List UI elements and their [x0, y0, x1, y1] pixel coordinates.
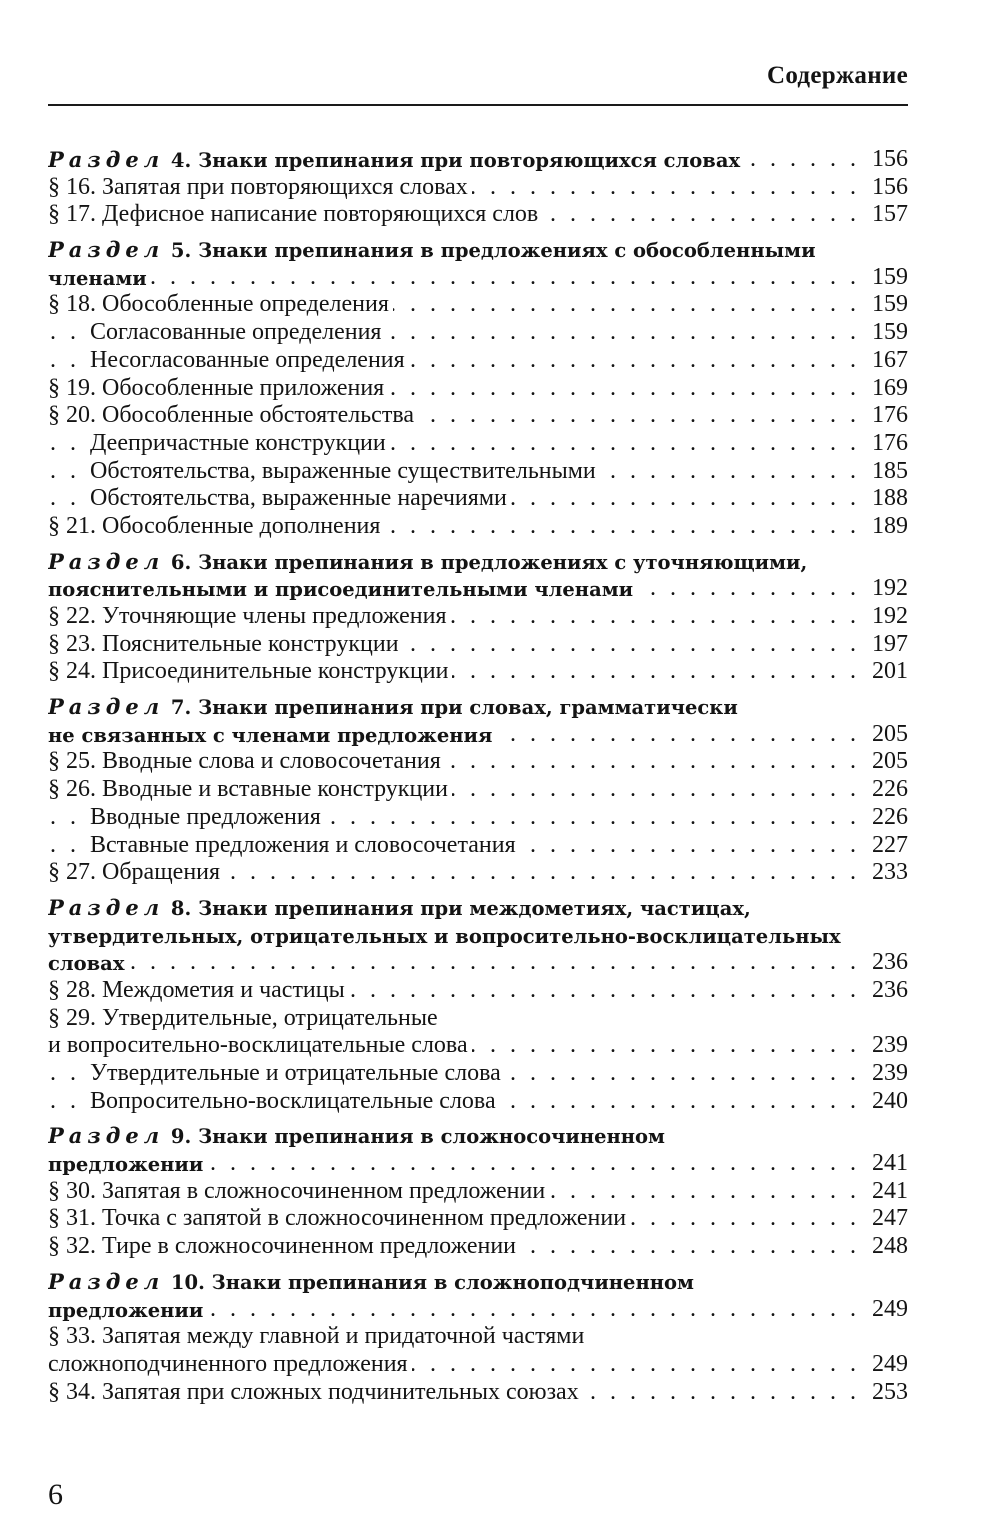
toc-entry-title	[48, 1233, 520, 1259]
toc-page-number: 159	[864, 319, 908, 347]
toc-entry-title	[48, 1268, 698, 1294]
toc-page-number: 236	[864, 977, 908, 1005]
toc-entry-text: § 31. Точка с запятой в сложносочиненном предложении	[48, 1205, 627, 1232]
toc-entry-title	[48, 1299, 207, 1322]
toc-entry-title	[48, 291, 393, 317]
toc-page-number: 188	[864, 485, 908, 513]
toc-page-number: 253	[864, 1379, 908, 1407]
toc-entry-title	[48, 402, 418, 428]
toc-entry-text: 4. Знаки препинания при повторяющихся словах	[164, 149, 741, 172]
toc-entry	[48, 776, 908, 804]
toc-entry-title	[48, 1379, 583, 1405]
toc-entry	[48, 458, 908, 486]
toc-section-heading	[48, 894, 908, 922]
toc-entry-title	[90, 1088, 500, 1114]
toc-section-heading-cont	[48, 949, 908, 977]
section-label: Раздел	[48, 548, 165, 574]
toc-page-number: 249	[864, 1296, 908, 1324]
toc-entry-title	[48, 548, 811, 574]
toc-entry-title	[48, 925, 845, 948]
toc-page-number: 249	[864, 1351, 908, 1379]
toc-entry-text: § 19. Обособленные приложения	[48, 374, 385, 401]
toc-section	[48, 236, 908, 541]
toc-entry-text: Несогласованные определения	[90, 346, 405, 373]
toc-entry-title	[48, 267, 151, 290]
toc-page-number: 247	[864, 1205, 908, 1233]
toc-entry-text: 9. Знаки препинания в сложносочиненном	[164, 1125, 665, 1149]
toc-entry-text: 7. Знаки препинания при словах, грамматически	[164, 696, 738, 720]
toc-entry-title	[48, 1125, 669, 1148]
toc-entry-title	[48, 1351, 412, 1377]
section-label: Раздел	[48, 237, 165, 263]
toc-entry	[48, 1379, 908, 1407]
toc-entry-text: Согласованные определения	[90, 319, 382, 346]
toc-entry-title	[48, 201, 542, 227]
toc-section	[48, 1122, 908, 1260]
toc-entry-text: утвердительных, отрицательных и вопросительно-восклицательных	[48, 924, 841, 948]
toc-entry-text: § 28. Междометия и частицы	[48, 976, 345, 1003]
toc-section-heading	[48, 693, 908, 721]
toc-section-heading	[48, 1122, 908, 1150]
toc-entry-title	[90, 804, 325, 830]
toc-page-number: 227	[864, 832, 908, 860]
toc-page-number: 205	[864, 721, 908, 749]
toc-section-heading-cont	[48, 922, 908, 950]
toc-entry-title	[48, 977, 349, 1003]
toc-entry	[48, 804, 908, 832]
toc-entry-text: § 29. Утвердительные, отрицательные	[48, 1004, 438, 1031]
toc-page-number: 205	[864, 748, 908, 776]
table-of-contents	[48, 146, 908, 1413]
toc-entry-title	[48, 776, 452, 802]
toc-entry-text: Утвердительные и отрицательные слова	[90, 1060, 501, 1086]
toc-page-number: 156	[864, 146, 908, 174]
toc-page-number: 176	[864, 402, 908, 430]
toc-entry-text: не связанных с членами предложения	[48, 723, 493, 747]
toc-entry	[48, 402, 908, 430]
toc-entry-title	[48, 1032, 472, 1058]
toc-page-number: 233	[864, 859, 908, 887]
toc-page-number: 169	[864, 375, 908, 403]
toc-entry-title	[90, 430, 390, 456]
toc-entry-title	[48, 859, 224, 885]
toc-entry	[48, 1233, 908, 1261]
toc-entry-text: § 23. Пояснительные конструкции	[48, 630, 399, 657]
toc-entry-text: членами	[48, 266, 147, 290]
toc-entry-title	[90, 1060, 505, 1086]
toc-entry-title	[48, 724, 496, 747]
toc-entry-text: Обстоятельства, выраженные существительными	[90, 457, 596, 484]
toc-entry-title	[48, 1153, 207, 1176]
toc-entry	[48, 1178, 908, 1206]
toc-entry-title	[48, 748, 445, 774]
toc-entry-text: Обстоятельства, выраженные наречиями	[90, 485, 507, 512]
toc-entry-title	[48, 1323, 588, 1349]
toc-entry-text: словах	[48, 952, 125, 976]
toc-entry	[48, 1205, 908, 1233]
toc-page-number: 157	[864, 201, 908, 229]
toc-page-number: 201	[864, 658, 908, 686]
toc-page-number: 236	[864, 949, 908, 977]
toc-entry-title	[48, 603, 450, 629]
toc-entry-title	[90, 832, 520, 858]
toc-entry-title	[48, 375, 388, 401]
toc-page-number: 192	[864, 603, 908, 631]
toc-entry-text: Деепричастные конструкции	[90, 429, 386, 456]
toc-entry-title	[48, 1005, 442, 1031]
toc-entry-text: § 33. Запятая между главной и придаточной частями	[48, 1323, 585, 1350]
toc-entry	[48, 977, 908, 1005]
toc-entry	[48, 201, 908, 229]
toc-entry-text: § 20. Обособленные обстоятельства	[48, 402, 414, 429]
toc-entry-text: § 24. Присоединительные конструкции	[48, 658, 449, 685]
toc-page-number: 248	[864, 1233, 908, 1261]
toc-entry	[48, 375, 908, 403]
toc-entry-title	[48, 174, 472, 200]
toc-entry	[48, 1351, 908, 1379]
toc-section-heading	[48, 236, 908, 264]
toc-entry-text: 6. Знаки препинания в предложениях с уточняющими,	[164, 550, 808, 574]
toc-entry-title	[48, 894, 755, 920]
section-label: Раздел	[48, 694, 165, 720]
toc-entry-text: § 32. Тире в сложносочиненном предложении	[48, 1233, 517, 1260]
toc-page-number: 156	[864, 174, 908, 202]
toc-entry-text: § 25. Вводные слова и словосочетания	[48, 748, 441, 775]
toc-entry-text: § 22. Уточняющие члены предложения	[48, 603, 447, 629]
toc-entry-title	[48, 513, 384, 539]
toc-page-number: 189	[864, 513, 908, 541]
toc-entry-text: сложноподчиненного предложения	[48, 1350, 408, 1377]
toc-entry-text: § 21. Обособленные дополнения	[48, 512, 381, 539]
toc-entry-text: пояснительными и присоединительными членами	[48, 578, 634, 602]
toc-entry-text: Вставные предложения и словосочетания	[90, 831, 516, 858]
toc-entry	[48, 319, 908, 347]
toc-page-number: 197	[864, 631, 908, 659]
toc-entry-title	[90, 458, 600, 484]
toc-section	[48, 146, 908, 229]
toc-page-number: 241	[864, 1178, 908, 1206]
toc-section-heading-cont	[48, 721, 908, 749]
toc-page-number: 176	[864, 430, 908, 458]
toc-entry	[48, 291, 908, 319]
toc-page-number: 226	[864, 776, 908, 804]
toc-entry-title	[90, 319, 385, 345]
toc-entry-text: § 34. Запятая при сложных подчинительных союзах	[48, 1378, 579, 1405]
toc-page-number: 185	[864, 458, 908, 486]
toc-entry-text: § 18. Обособленные определения	[48, 291, 389, 318]
toc-section-heading-cont	[48, 264, 908, 292]
toc-entry-title	[48, 578, 637, 601]
toc-entry	[48, 347, 908, 375]
toc-entry	[48, 1060, 908, 1088]
toc-page-number: 159	[864, 264, 908, 292]
toc-page-number: 239	[864, 1032, 908, 1060]
toc-entry	[48, 485, 908, 513]
toc-entry	[48, 1032, 908, 1060]
toc-entry-text: § 26. Вводные и вставные конструкции	[48, 776, 448, 803]
toc-page-number: 192	[864, 575, 908, 603]
toc-entry	[48, 1005, 908, 1033]
toc-section	[48, 548, 908, 686]
toc-entry-text: 10. Знаки препинания в сложноподчиненном	[164, 1270, 694, 1294]
toc-entry-title	[90, 485, 511, 511]
toc-entry	[48, 1323, 908, 1351]
toc-entry	[48, 513, 908, 541]
toc-section-heading	[48, 548, 908, 576]
page-number: 6	[48, 1478, 63, 1511]
toc-page-number: 241	[864, 1150, 908, 1178]
toc-section-heading	[48, 146, 908, 174]
toc-section-heading-cont	[48, 575, 908, 603]
toc-entry-title	[48, 952, 128, 975]
toc-entry-text: предложении	[48, 1153, 204, 1177]
toc-entry	[48, 748, 908, 776]
toc-section	[48, 1268, 908, 1406]
toc-entry-text: 5. Знаки препинания в предложениях с обособленными	[164, 239, 816, 263]
running-head-title: Содержание	[766, 62, 908, 89]
toc-entry	[48, 631, 908, 659]
toc-section-heading-cont	[48, 1150, 908, 1178]
section-label: Раздел	[48, 1123, 165, 1149]
toc-page-number: 239	[864, 1060, 908, 1088]
toc-entry	[48, 603, 908, 631]
toc-entry	[48, 174, 908, 202]
toc-section-heading-cont	[48, 1296, 908, 1324]
toc-entry	[48, 430, 908, 458]
toc-entry-text: Вопросительно-восклицательные слова	[90, 1087, 496, 1114]
toc-entry-text: § 17. Дефисное написание повторяющихся слов	[48, 201, 539, 228]
toc-entry-title	[48, 239, 820, 262]
header-rule	[48, 104, 908, 106]
toc-entry-title	[48, 631, 403, 657]
toc-entry-text: 8. Знаки препинания при междометиях, частицах,	[164, 896, 751, 920]
section-label: Раздел	[48, 894, 165, 920]
section-label: Раздел	[48, 147, 165, 172]
toc-entry-text: § 27. Обращения	[48, 859, 221, 886]
toc-entry-title	[48, 1205, 630, 1231]
toc-entry-text: § 30. Запятая в сложносочиненном предложении	[48, 1177, 546, 1204]
toc-entry-title	[48, 1178, 549, 1204]
toc-entry	[48, 832, 908, 860]
toc-page-number: 167	[864, 347, 908, 375]
toc-entry	[48, 859, 908, 887]
toc-section-heading	[48, 1268, 908, 1296]
toc-page-number: 159	[864, 291, 908, 319]
toc-entry-text: предложении	[48, 1298, 204, 1322]
toc-entry	[48, 658, 908, 686]
toc-section	[48, 693, 908, 887]
toc-page-number: 226	[864, 804, 908, 832]
toc-entry-title	[48, 696, 742, 719]
toc-page-number: 240	[864, 1088, 908, 1116]
toc-entry-title	[90, 347, 409, 373]
toc-section	[48, 894, 908, 1116]
section-label: Раздел	[48, 1268, 165, 1294]
toc-entry-text: § 16. Запятая при повторяющихся словах	[48, 173, 468, 200]
toc-entry-title	[48, 658, 452, 684]
toc-entry-text: Вводные предложения	[90, 803, 321, 830]
toc-entry-text: и вопросительно-восклицательные слова	[48, 1032, 468, 1059]
toc-entry	[48, 1088, 908, 1116]
toc-entry-title	[48, 149, 744, 172]
